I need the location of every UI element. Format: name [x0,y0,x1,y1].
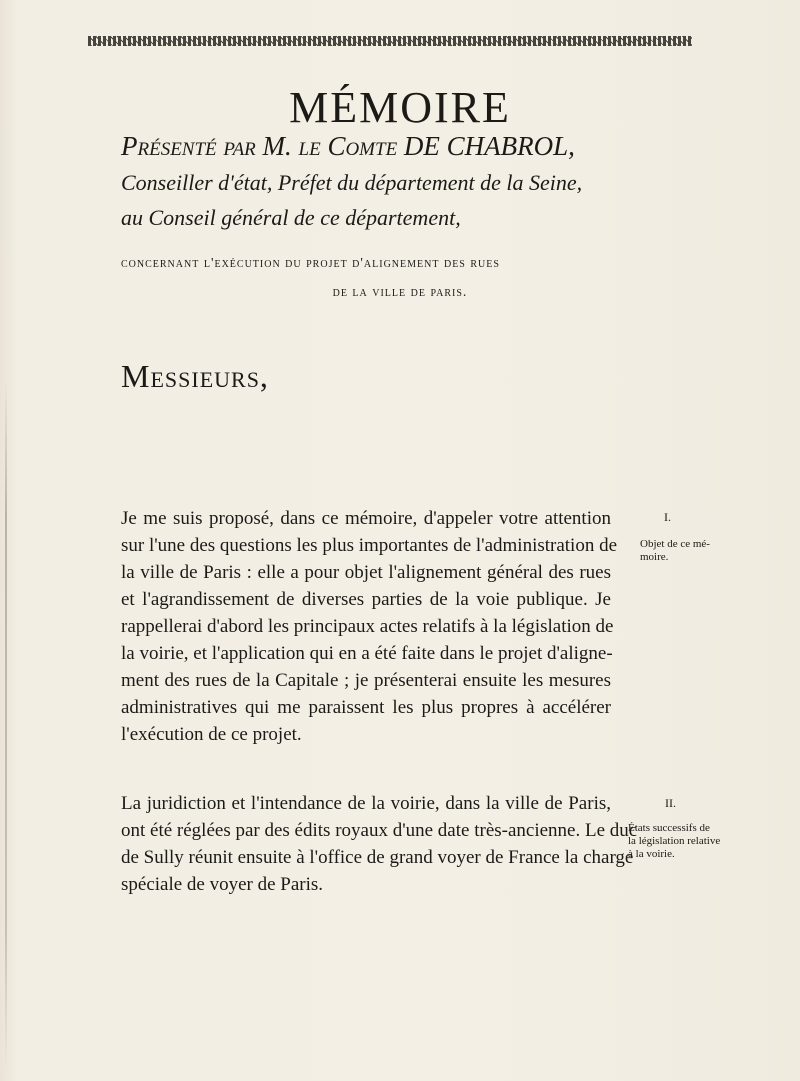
body-line: la voirie, et l'application qui en a été faite dans le projet d'aligne- [121,643,613,664]
council-line: au Conseil général de ce département, [121,205,461,230]
body-line: spéciale de voyer de Paris. [121,874,324,895]
margin-note-line: Objet de ce mé- [640,538,710,550]
document-title: MÉMOIRE [289,83,511,132]
subject-line-1: concernant l'exécution du projet d'alignement des rues [121,256,500,271]
body-line: ment des rues de la Capitale ; je présenterai ensuite les mesures [121,670,611,691]
margin-note-line: à la voirie. [628,848,675,860]
author-role-line: Conseiller d'état, Préfet du département de la Seine, [121,170,583,195]
margin-note-line: la législation relative [628,835,721,847]
body-line: l'exécution de ce projet. [121,724,302,745]
body-line: et l'agrandissement de diverses parties de la voie publique. Je [121,589,611,610]
margin-note-line: moire. [640,551,669,563]
subject-line-2: de la ville de paris. [332,285,468,300]
header-ornament [88,36,692,46]
body-line: administratives qui me paraissent les plus propres à accélérer [121,697,611,718]
body-line: sur l'une des questions les plus importantes de l'administration de [121,535,618,556]
salutation: Messieurs, [121,358,269,394]
body-line: Je me suis proposé, dans ce mémoire, d'appeler votre attention [121,508,611,529]
margin-note-line: États successifs de [628,822,710,834]
section-number: I. [664,510,671,524]
body-line: La juridiction et l'intendance de la voirie, dans la ville de Paris, [121,793,611,814]
section-number: II. [665,796,676,810]
body-line: de Sully réunit ensuite à l'office de grand voyer de France la charge [121,847,634,868]
page-binding-shadow [5,380,7,1070]
presented-by-line: Présenté par M. le Comte DE CHABROL, [121,131,575,161]
body-line: la ville de Paris : elle a pour objet l'alignement général des rues [121,562,611,583]
body-line: ont été réglées par des édits royaux d'une date très-ancienne. Le duc [121,820,638,841]
body-line: rappellerai d'abord les principaux actes relatifs à la législation de [121,616,614,637]
